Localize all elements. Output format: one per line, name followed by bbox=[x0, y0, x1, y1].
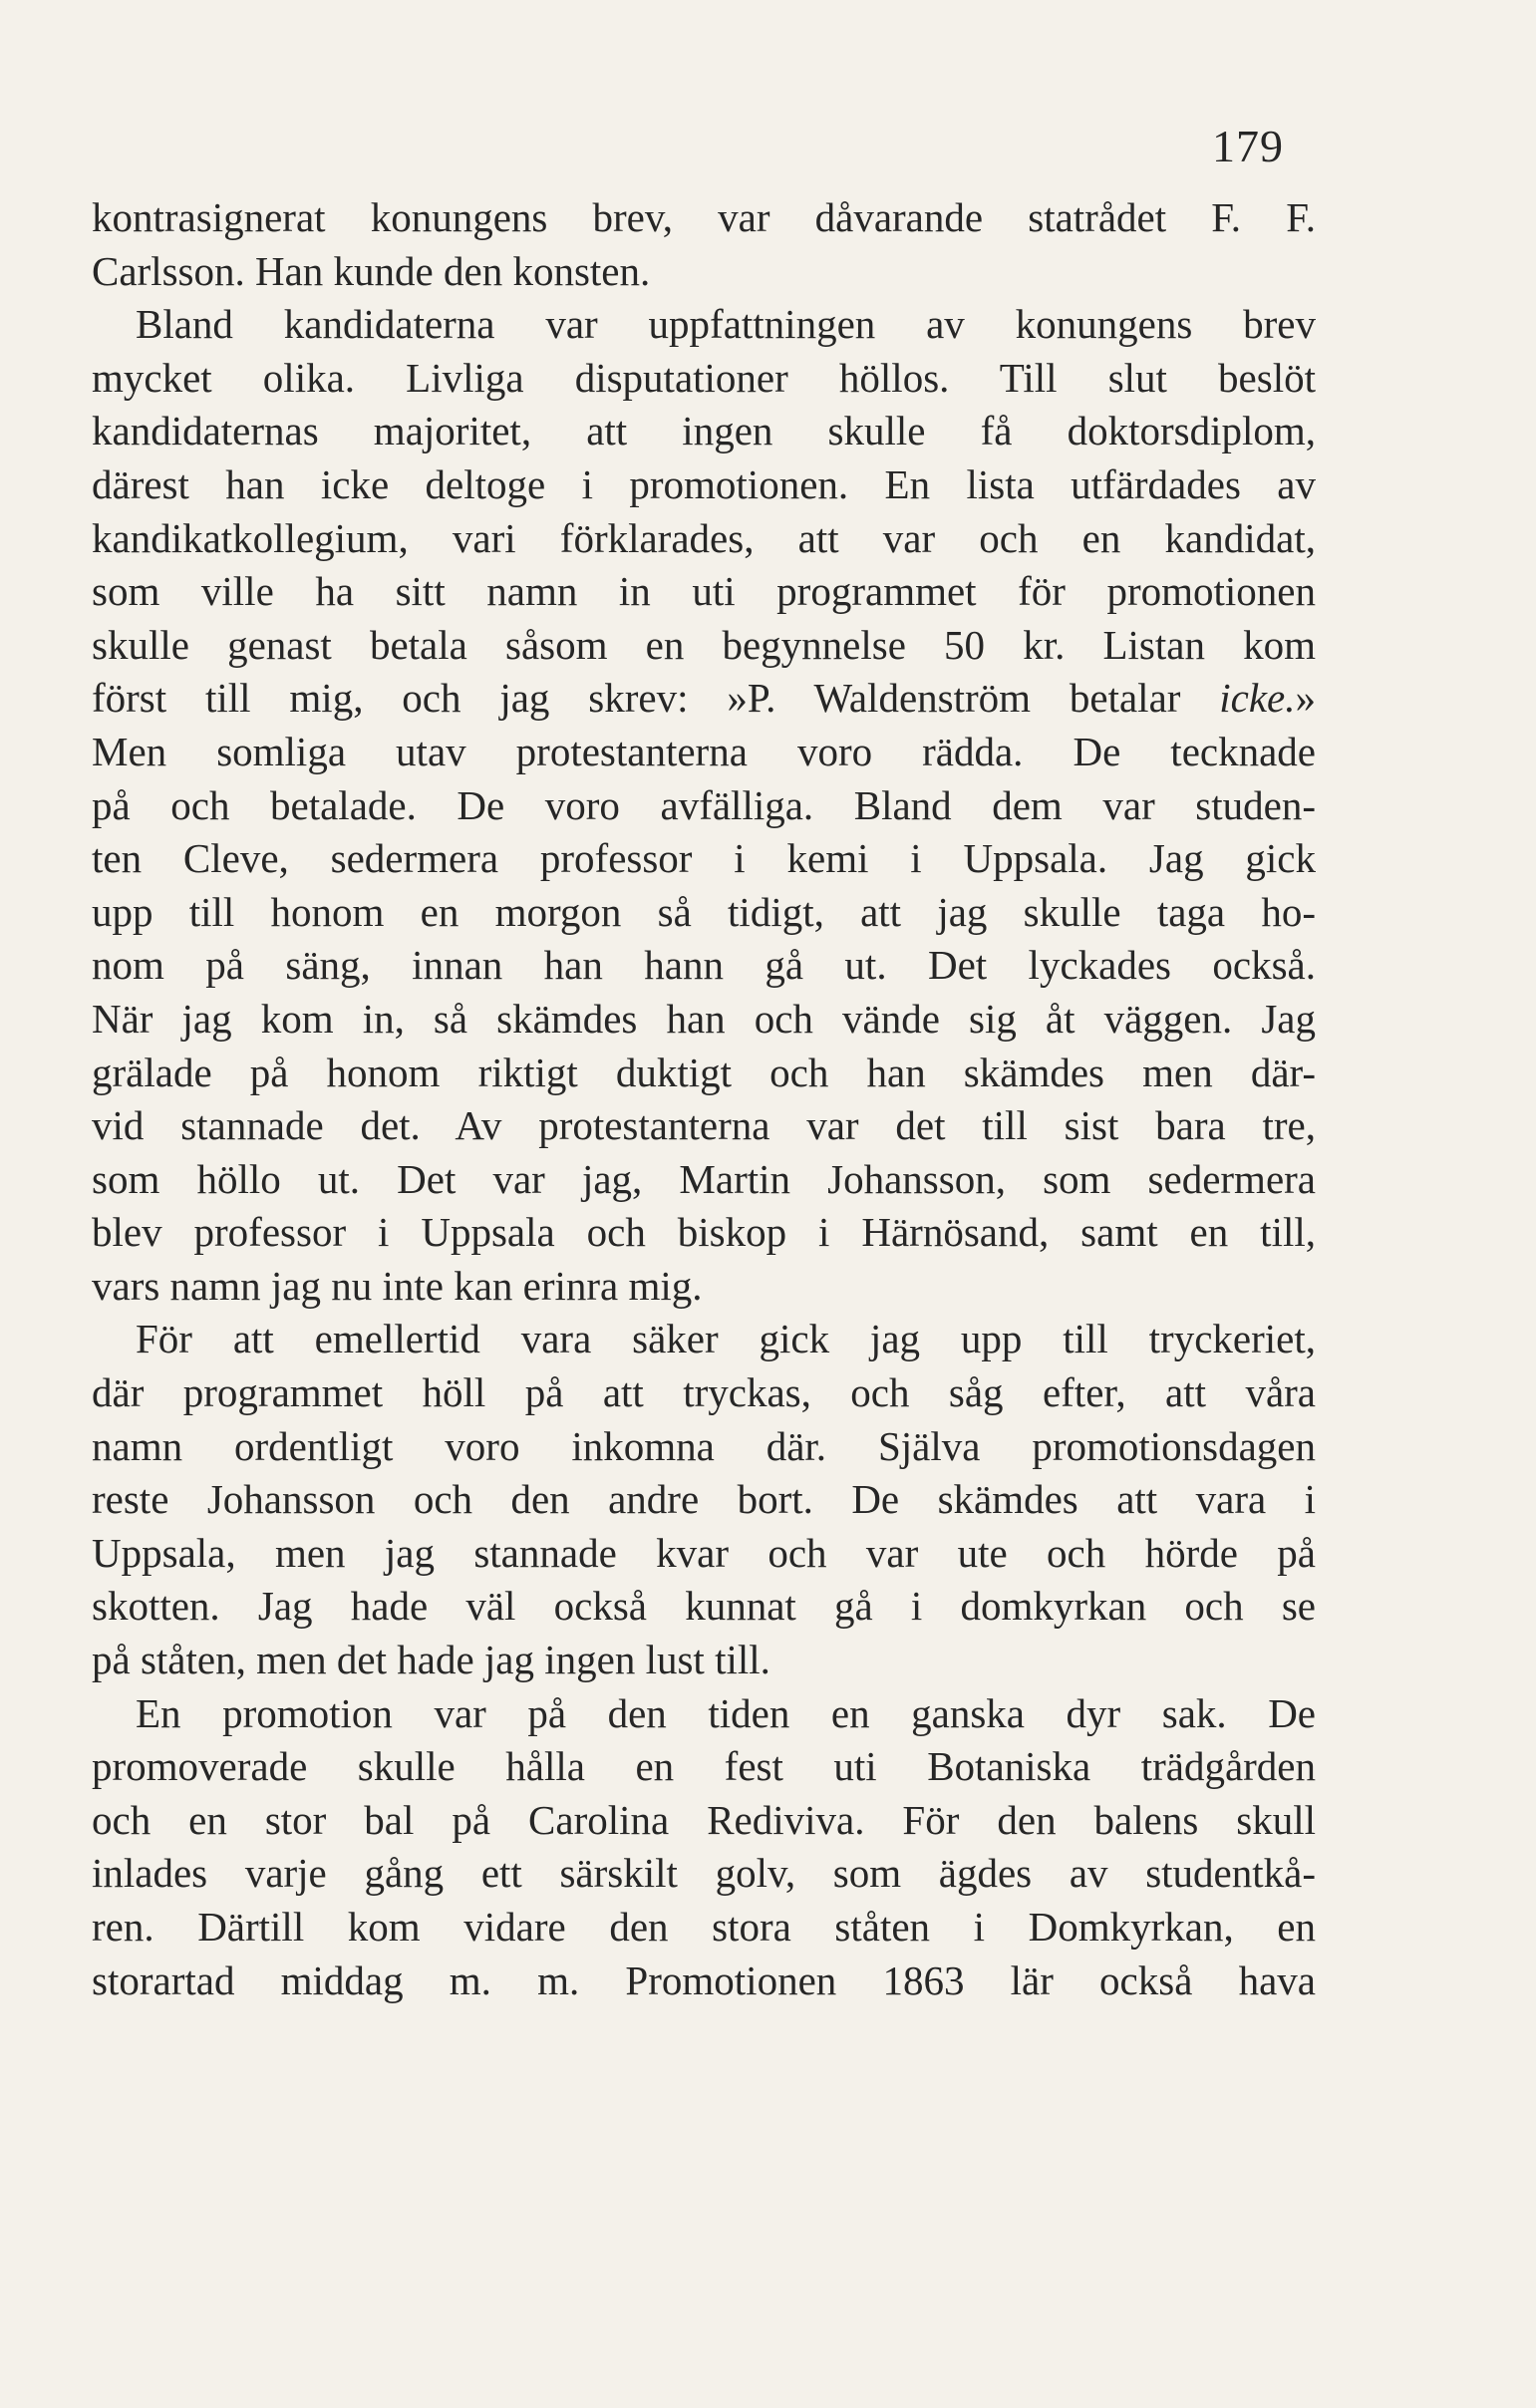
emphasis-text: icke. bbox=[1219, 675, 1296, 722]
text-line: som ville ha sitt namn in uti programmet för promotionen bbox=[92, 568, 1316, 615]
text-line: nom på säng, innan han hann gå ut. Det lyckades också. bbox=[92, 942, 1316, 989]
body-text bbox=[92, 191, 1316, 2007]
text-line: namn ordentligt voro inkomna där. Själva promotionsdagen bbox=[92, 1422, 1316, 1469]
text-line: och en stor bal på Carolina Rediviva. För den balens skull bbox=[92, 1796, 1316, 1843]
text-line: vars namn jag nu inte kan erinra mig. bbox=[92, 1262, 703, 1309]
text-line: När jag kom in, så skämdes han och vände sig åt väggen. Jag bbox=[92, 995, 1316, 1042]
paragraph-1 bbox=[92, 191, 1316, 298]
paragraph-3 bbox=[92, 1313, 1316, 1686]
text-line: Carlsson. Han kunde den konsten. bbox=[92, 247, 651, 294]
text-line: Uppsala, men jag stannade kvar och var ute och hörde på bbox=[92, 1529, 1316, 1576]
text-line: därest han icke deltoge i promotionen. En lista utfärdades av bbox=[92, 460, 1316, 507]
text-line: inlades varje gång ett särskilt golv, som ägdes av studentkå- bbox=[92, 1850, 1316, 1897]
text-line: En promotion var på den tiden en ganska dyr sak. De bbox=[136, 1689, 1316, 1736]
text-line: kontrasignerat konungens brev, var dåvarande statrådet F. F. bbox=[92, 194, 1316, 240]
text-line: Bland kandidaterna var uppfattningen av konungens brev bbox=[136, 301, 1316, 348]
text-line: mycket olika. Livliga disputationer höllos. Till slut beslöt bbox=[92, 354, 1316, 401]
text-line: För att emellertid vara säker gick jag upp till tryckeriet, bbox=[136, 1316, 1316, 1362]
paragraph-4 bbox=[92, 1687, 1316, 2008]
text-line: där programmet höll på att tryckas, och såg efter, att våra bbox=[92, 1369, 1316, 1416]
text-line: kandikatkollegium, vari förklarades, att var och en kandidat, bbox=[92, 514, 1316, 561]
text-line: som höllo ut. Det var jag, Martin Johansson, som sedermera bbox=[92, 1155, 1316, 1202]
text-line: på ståten, men det hade jag ingen lust till. bbox=[92, 1637, 770, 1683]
text-line: kandidaternas majoritet, att ingen skulle få doktorsdiplom, bbox=[92, 408, 1316, 454]
paragraph-2 bbox=[92, 298, 1316, 1313]
text-line: på och betalade. De voro avfälliga. Bland dem var studen- bbox=[92, 781, 1316, 828]
text-line: grälade på honom riktigt duktigt och han skämdes men där- bbox=[92, 1049, 1316, 1095]
text-line: skotten. Jag hade väl också kunnat gå i domkyrkan och se bbox=[92, 1583, 1316, 1630]
text-line: vid stannade det. Av protestanterna var det till sist bara tre, bbox=[92, 1102, 1316, 1149]
page-number: 179 bbox=[1212, 121, 1284, 171]
text-line: storartad middag m. m. Promotionen 1863 lär också hava bbox=[92, 1956, 1316, 2003]
text-line: reste Johansson och den andre bort. De skämdes att vara i bbox=[92, 1476, 1316, 1523]
text-line: Men somliga utav protestanterna voro rädda. De tecknade bbox=[92, 728, 1316, 774]
text-line: skulle genast betala såsom en begynnelse 50 kr. Listan kom bbox=[92, 621, 1316, 668]
text-line: promoverade skulle hålla en fest uti Botaniska trädgården bbox=[92, 1743, 1316, 1790]
text-line: ren. Därtill kom vidare den stora ståten i Domkyrkan, en bbox=[92, 1904, 1316, 1950]
text-line: först till mig, och jag skrev: »P. Waldenström betalar icke.» bbox=[92, 675, 1316, 722]
text-line: blev professor i Uppsala och biskop i Härnösand, samt en till, bbox=[92, 1209, 1316, 1256]
text-line: ten Cleve, sedermera professor i kemi i Uppsala. Jag gick bbox=[92, 835, 1316, 882]
text-line: upp till honom en morgon så tidigt, att jag skulle taga ho- bbox=[92, 888, 1316, 935]
